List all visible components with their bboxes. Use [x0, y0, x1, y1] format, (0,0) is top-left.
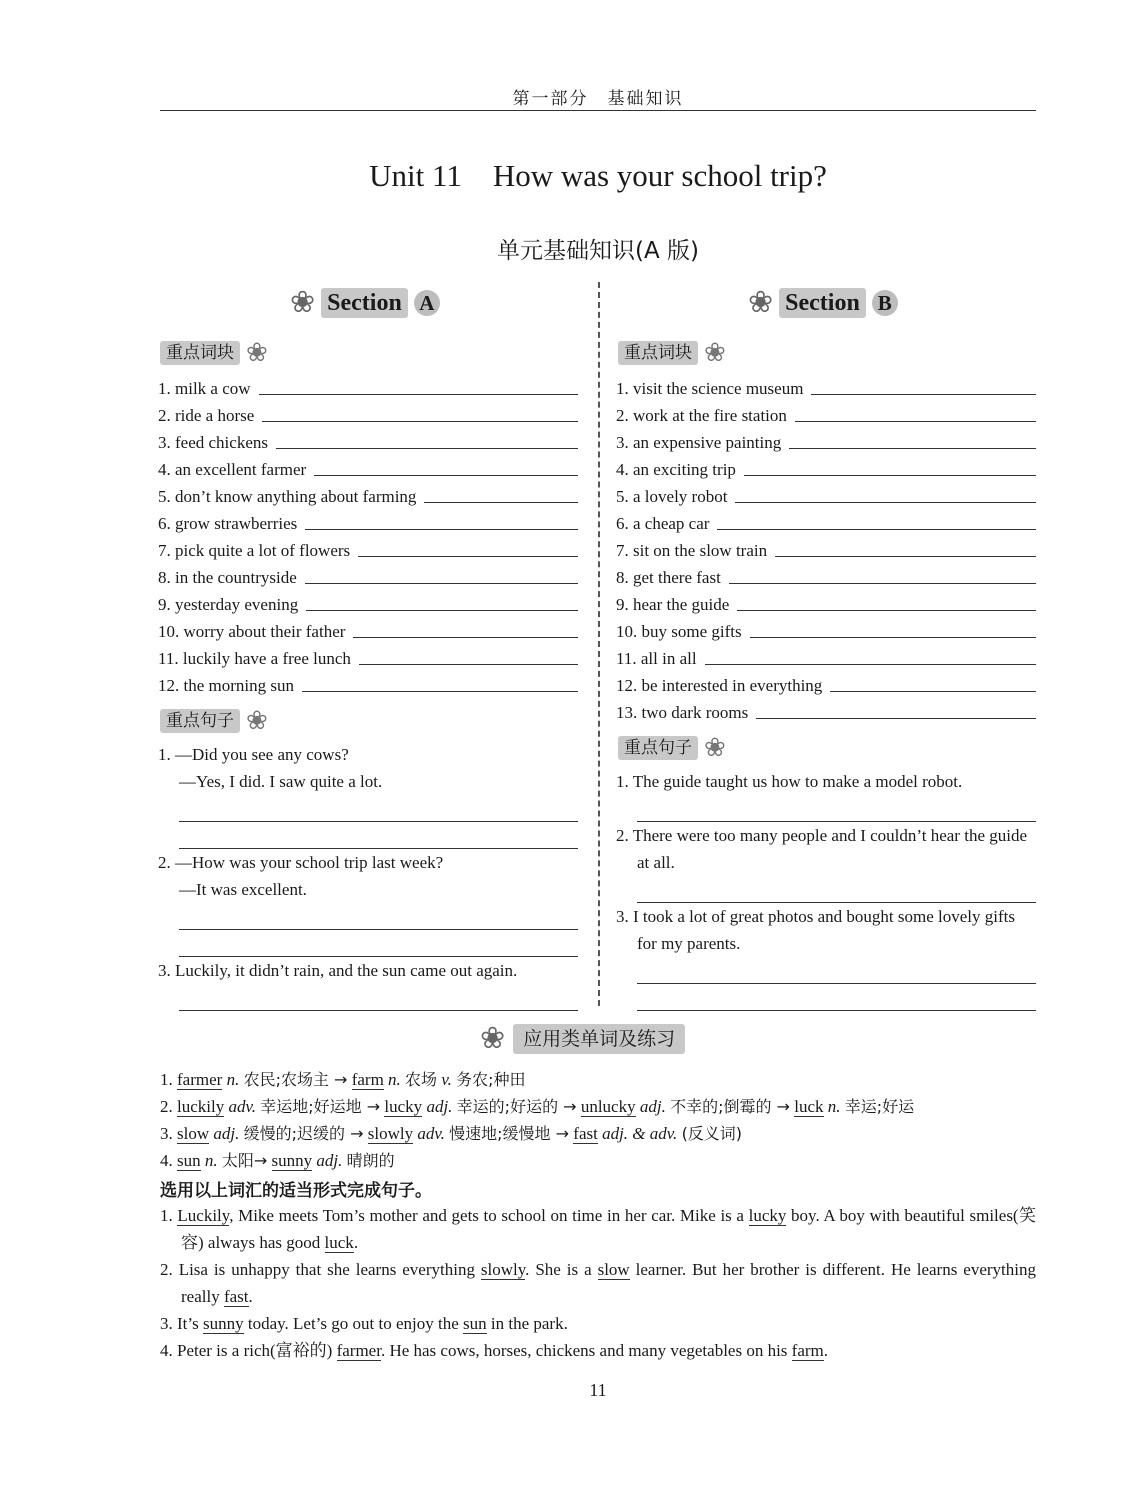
- flower-icon: ❀: [748, 286, 774, 319]
- section-a-heading: [290, 288, 440, 318]
- vocab-item: 6. a cheap car: [616, 507, 1036, 534]
- answer-line[interactable]: [179, 903, 578, 930]
- sentence-text: 1. —Did you see any cows?: [158, 745, 349, 764]
- answer-line[interactable]: [179, 822, 578, 849]
- sentence-text: 2. —How was your school trip last week?: [158, 853, 444, 872]
- vocab-item: 8. in the countryside: [158, 561, 578, 588]
- word-family-item: 2. luckily adv. 幸运地;好运地 → lucky adj. 幸运的;好运的 → unlucky adj. 不幸的;倒霉的 → luck n. 幸运;好运: [160, 1097, 915, 1116]
- answer-line[interactable]: [637, 876, 1036, 903]
- answer-blank[interactable]: [358, 556, 578, 557]
- filled-answer: Luckily: [177, 1206, 230, 1225]
- vocab-tag-label: 重点词块: [160, 341, 240, 365]
- vocab-item: 2. work at the fire station: [616, 399, 1036, 426]
- vocab-tag-label: 重点词块: [618, 341, 698, 365]
- flower-icon: ❀: [480, 1022, 506, 1055]
- answer-blank[interactable]: [353, 637, 578, 638]
- vocab-item: 12. be interested in everything: [616, 669, 1036, 696]
- answer-blank[interactable]: [305, 529, 578, 530]
- answer-blank[interactable]: [789, 448, 1036, 449]
- answer-line[interactable]: [637, 984, 1036, 1011]
- answer-blank[interactable]: [811, 394, 1036, 395]
- vocab-item: 10. buy some gifts: [616, 615, 1036, 642]
- section-a-letter: A: [414, 290, 440, 316]
- answer-blank[interactable]: [729, 583, 1036, 584]
- filled-answer: sunny: [202, 1314, 244, 1333]
- word-family-item: 3. slow adj. 缓慢的;迟缓的 → slowly adv. 慢速地;缓慢地 → fast adj. & adv. (反义词): [160, 1124, 743, 1143]
- sentence-text: —Yes, I did. I saw quite a lot.: [179, 772, 383, 791]
- header-rule: [160, 110, 1036, 111]
- filled-answer: fast: [223, 1287, 249, 1306]
- page-number: 11: [589, 1380, 607, 1400]
- flower-icon: ❀: [246, 338, 268, 367]
- vocab-item: 4. an excellent farmer: [158, 453, 578, 480]
- vocab-item: 11. all in all: [616, 642, 1036, 669]
- flower-icon: ❀: [246, 706, 268, 735]
- running-head: 第一部分 基础知识: [512, 89, 684, 109]
- exercise-item: 2. Lisa is unhappy that she learns everything slowly. She is a slow learner. But her brother is different. He learns everything really fast.: [160, 1260, 1036, 1306]
- answer-blank[interactable]: [306, 610, 578, 611]
- filled-answer: luck: [324, 1233, 354, 1252]
- vocab-item: 6. grow strawberries: [158, 507, 578, 534]
- application-heading: [480, 1024, 685, 1054]
- word-family-list: [160, 1066, 1040, 1174]
- answer-blank[interactable]: [735, 502, 1036, 503]
- filled-answer: farm: [791, 1341, 824, 1360]
- answer-line[interactable]: [179, 984, 578, 1011]
- answer-blank[interactable]: [717, 529, 1036, 530]
- answer-blank[interactable]: [756, 718, 1036, 719]
- flower-icon: ❀: [290, 286, 316, 319]
- column-divider: [598, 282, 600, 1006]
- answer-blank[interactable]: [259, 394, 578, 395]
- sentence-text: 1. The guide taught us how to make a model robot.: [616, 772, 963, 791]
- application-heading-label: 应用类单词及练习: [513, 1024, 685, 1054]
- word-family-item: 4. sun n. 太阳→ sunny adj. 晴朗的: [160, 1151, 395, 1170]
- exercise-item: 3. It’s sunny today. Let’s go out to enjoy the sun in the park.: [160, 1314, 568, 1333]
- flower-icon: ❀: [704, 338, 726, 367]
- vocab-item: 4. an exciting trip: [616, 453, 1036, 480]
- section-a-sentences: [158, 741, 578, 1011]
- section-a-sentence-tag: [160, 708, 268, 734]
- exercise-item: 1. Luckily, Mike meets Tom’s mother and gets to school on time in her car. Mike is a lucky boy. A boy with beautiful smiles(笑容) always has good luck.: [160, 1206, 1036, 1252]
- filled-answer: slowly: [480, 1260, 526, 1279]
- section-b-vocab-tag: [618, 340, 726, 366]
- answer-blank[interactable]: [830, 691, 1036, 692]
- section-a-vocab-tag: [160, 340, 268, 366]
- answer-blank[interactable]: [744, 475, 1036, 476]
- answer-line[interactable]: [637, 795, 1036, 822]
- vocab-item: 1. milk a cow: [158, 372, 578, 399]
- answer-blank[interactable]: [359, 664, 578, 665]
- section-b-heading: [748, 288, 898, 318]
- subtitle: 单元基础知识(A 版): [497, 238, 699, 264]
- vocab-item: 7. sit on the slow train: [616, 534, 1036, 561]
- answer-line[interactable]: [637, 957, 1036, 984]
- section-b-letter: B: [872, 290, 898, 316]
- section-b-label: Section: [779, 288, 866, 318]
- section-b-vocab-list: [616, 372, 1036, 723]
- vocab-item: 7. pick quite a lot of flowers: [158, 534, 578, 561]
- section-a-label: Section: [321, 288, 408, 318]
- filled-answer: sun: [463, 1314, 487, 1333]
- vocab-item: 11. luckily have a free lunch: [158, 642, 578, 669]
- answer-blank[interactable]: [775, 556, 1036, 557]
- filled-answer: lucky: [748, 1206, 787, 1225]
- sentence-text: —It was excellent.: [179, 880, 307, 899]
- sentence-text: 3. Luckily, it didn’t rain, and the sun came out again.: [158, 961, 518, 980]
- answer-blank[interactable]: [737, 610, 1036, 611]
- vocab-item: 13. two dark rooms: [616, 696, 1036, 723]
- vocab-item: 2. ride a horse: [158, 399, 578, 426]
- vocab-item: 9. hear the guide: [616, 588, 1036, 615]
- answer-blank[interactable]: [262, 421, 578, 422]
- vocab-item: 12. the morning sun: [158, 669, 578, 696]
- answer-line[interactable]: [179, 930, 578, 957]
- exercise-instruction: 选用以上词汇的适当形式完成句子。: [160, 1181, 432, 1201]
- answer-blank[interactable]: [302, 691, 578, 692]
- answer-blank[interactable]: [750, 637, 1036, 638]
- word-family-item: 1. farmer n. 农民;农场主 → farm n. 农场 v. 务农;种田: [160, 1070, 526, 1089]
- sentence-text: 3. I took a lot of great photos and bought some lovely gifts for my parents.: [616, 907, 1015, 953]
- answer-line[interactable]: [179, 795, 578, 822]
- answer-blank[interactable]: [424, 502, 578, 503]
- sentence-tag-label: 重点句子: [160, 709, 240, 733]
- vocab-item: 3. an expensive painting: [616, 426, 1036, 453]
- flower-icon: ❀: [704, 733, 726, 762]
- unit-title: Unit 11 How was your school trip?: [369, 158, 827, 193]
- answer-blank[interactable]: [305, 583, 578, 584]
- filled-answer: farmer: [336, 1341, 381, 1360]
- vocab-item: 9. yesterday evening: [158, 588, 578, 615]
- vocab-item: 10. worry about their father: [158, 615, 578, 642]
- exercise-list: [160, 1202, 1036, 1364]
- sentence-text: 2. There were too many people and I couldn’t hear the guide at all.: [616, 826, 1028, 872]
- filled-answer: slow: [597, 1260, 630, 1279]
- answer-blank[interactable]: [314, 475, 578, 476]
- exercise-item: 4. Peter is a rich(富裕的) farmer. He has cows, horses, chickens and many vegetables on his farm.: [160, 1341, 829, 1360]
- sentence-tag-label: 重点句子: [618, 736, 698, 760]
- section-b-sentence-tag: [618, 735, 726, 761]
- vocab-item: 3. feed chickens: [158, 426, 578, 453]
- answer-blank[interactable]: [705, 664, 1036, 665]
- vocab-item: 5. a lovely robot: [616, 480, 1036, 507]
- answer-blank[interactable]: [795, 421, 1036, 422]
- section-a-vocab-list: [158, 372, 578, 696]
- vocab-item: 5. don’t know anything about farming: [158, 480, 578, 507]
- section-b-sentences: [616, 768, 1036, 1011]
- answer-blank[interactable]: [276, 448, 578, 449]
- vocab-item: 1. visit the science museum: [616, 372, 1036, 399]
- vocab-item: 8. get there fast: [616, 561, 1036, 588]
